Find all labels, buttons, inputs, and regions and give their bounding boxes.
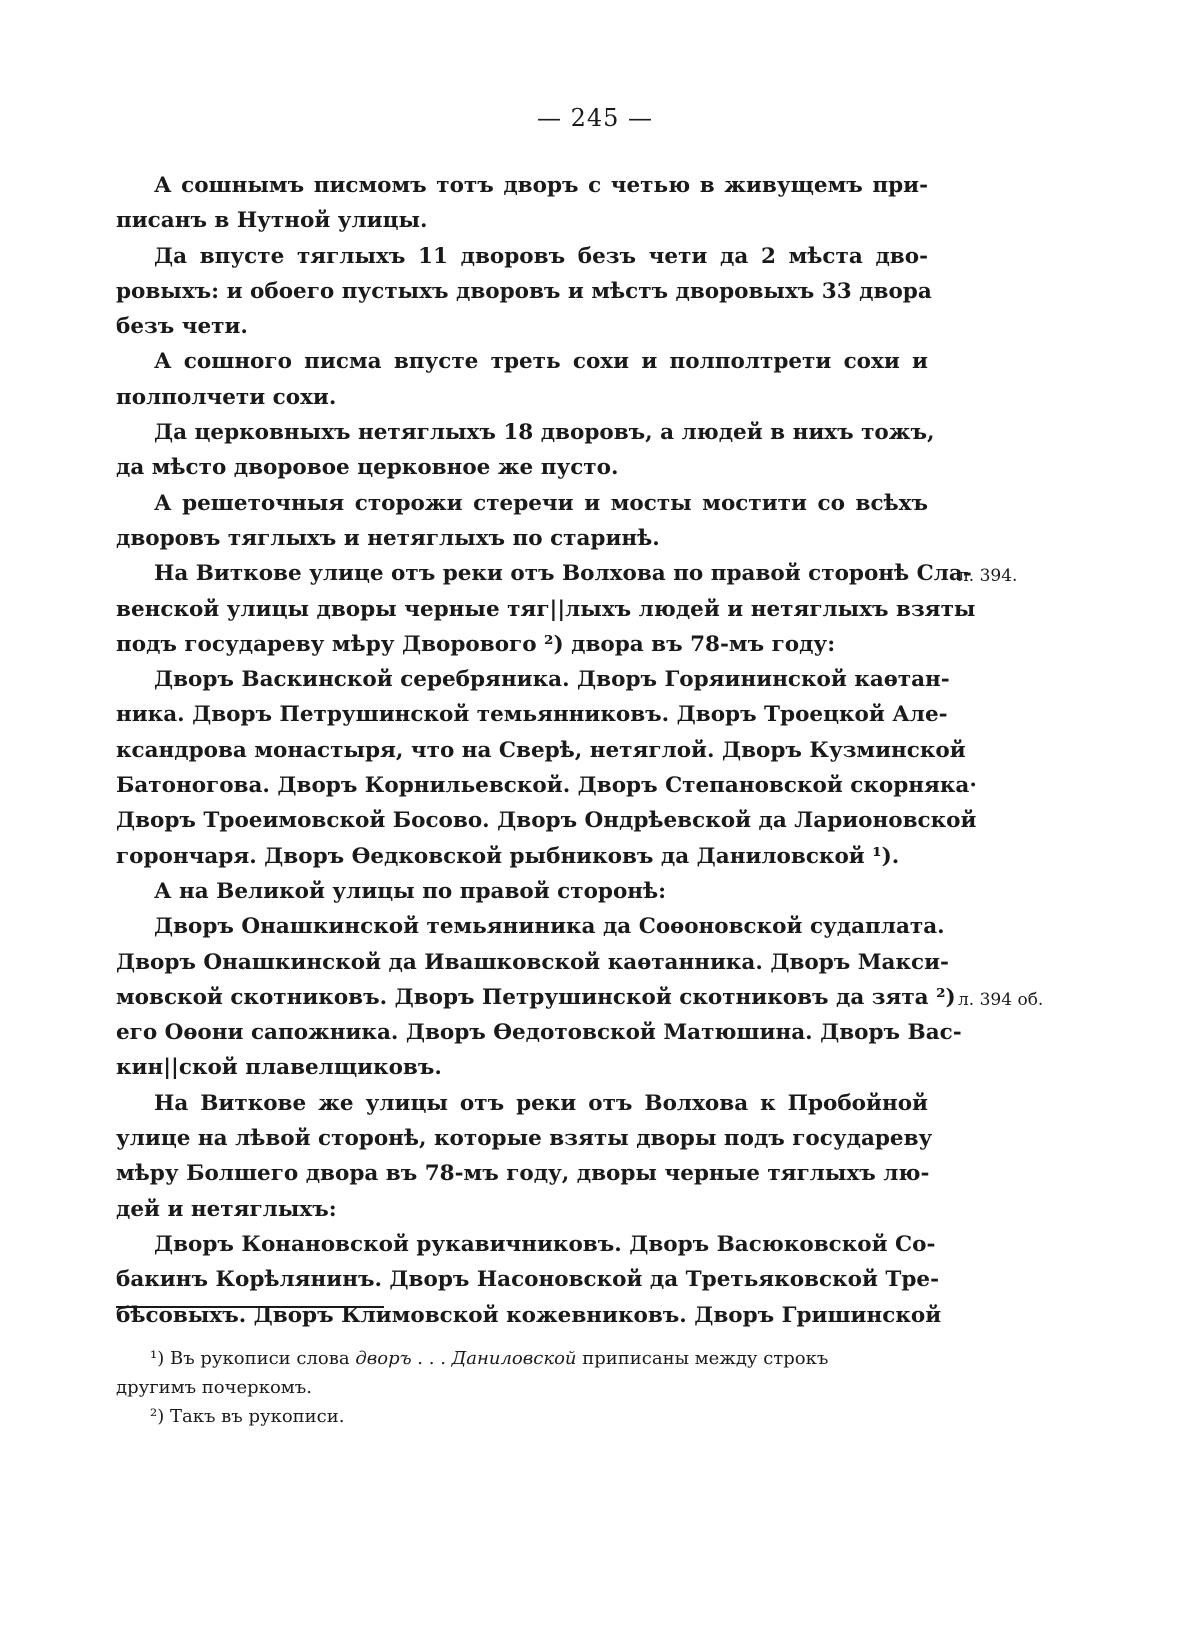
margin-note-folio-394-verso: л. 394 об. [958,990,1044,1010]
text-line: Батоногова. Дворъ Корнильевской. Дворъ Степановской скорняка· [116,773,977,799]
text-line: кин||ской плавелщиковъ. [116,1055,442,1081]
text-line: ксандрова монастыря, что на Сверѣ, нетяглой. Дворъ Кузминской [116,737,966,763]
footnotes [116,1344,928,1431]
text-line: На Витковe улице отъ реки отъ Волхова по правой сторонѣ Сла- [154,561,972,587]
text-line: писанъ в Нутной улицы. [116,208,428,234]
footnote-1-marker: ¹) [150,1348,165,1369]
text-line: А на Великой улицы по правой сторонѣ: [154,878,667,904]
text-line: ровыхъ: и обоего пустыхъ дворовъ и мѣстъ дворовыхъ 33 двора [116,278,932,304]
text-line: Дворъ Онашкинской темьяниника да Соѳоновской судаплата. [154,914,945,940]
main-text [116,168,977,1333]
text-line: подъ государеву мѣру Дворового ²) двора въ 78-мъ году: [116,631,836,657]
footnote-1 [116,1344,928,1373]
text-line: Да впусте тяглыхъ 11 дворовъ безъ чети да 2 мѣста дво- [154,243,928,269]
text-line: мовской скотниковъ. Дворъ Петрушинской скотниковъ да зята ²) [116,984,956,1010]
text-line: А сошного писма впусте треть сохи и полполтрети сохи и [154,349,928,375]
text-line: венской улицы дворы черные тяг||лыхъ людей и нетяглыхъ взяты [116,596,976,622]
text-line: На Витковe же улицы отъ реки отъ Волхова к Пробойной [154,1090,928,1116]
text-line: А решеточныя сторожи стеречи и мосты мостити со всѣхъ [154,490,928,516]
page-number: — 245 — [536,104,654,132]
footnote-2 [116,1402,928,1431]
text-line: Дворъ Конановской рукавичниковъ. Дворъ Васюковской Со- [154,1231,936,1257]
text-line: Дворъ Онашкинской да Ивашковской каѳтанника. Дворъ Макси- [116,949,949,975]
text-line: мѣру Болшего двора въ 78-мъ году, дворы черные тяглыхъ лю- [116,1161,930,1187]
text-line: бѣсовыхъ. Дворъ Климовской кожевниковъ. Дворъ Гришинской [116,1302,942,1328]
footnote-1-text-b: приписаны между строкъ [582,1348,829,1369]
text-line: полполчети сохи. [116,384,337,410]
text-line: улице на лѣвой сторонѣ, которые взяты дворы подъ государеву [116,1126,933,1152]
text-line: да мѣсто дворовое церковное же пусто. [116,455,619,481]
footnote-separator [116,1306,384,1308]
text-line: Да церковныхъ нетяглыхъ 18 дворовъ, а людей в нихъ тожъ, [154,420,935,446]
footnote-1-italic-1: дворъ . . . [355,1348,446,1369]
text-line: его Оѳони сапожника. Дворъ Ѳедотовской Матюшина. Дворъ Вас- [116,1020,962,1046]
text-line: ника. Дворъ Петрушинской темьянниковъ. Дворъ Троецкой Але- [116,702,948,728]
footnote-1-text-a: Въ рукописи слова [169,1348,350,1369]
footnote-2-text: Такъ въ рукописи. [169,1406,345,1427]
footnote-1-italic-2: Даниловской [451,1348,577,1369]
text-line: Дворъ Троеимовской Босово. Дворъ Ондрѣевской да Ларионовской [116,808,977,834]
text-line: Дворъ Васкинской серебряника. Дворъ Горяининской каѳтан- [154,667,950,693]
footnote-2-marker: ²) [150,1406,165,1427]
text-line: бакинъ Корѣлянинъ. Дворъ Насоновской да Третьяковской Тре- [116,1267,940,1293]
text-line: безъ чети. [116,314,248,340]
text-line: А сошнымъ писмомъ тотъ дворъ с четью в живущемъ при- [154,173,928,198]
text-line: горончаря. Дворъ Ѳедковской рыбниковъ да Даниловской ¹). [116,843,900,869]
footnote-1-line-2: другимъ почеркомъ. [116,1377,312,1398]
text-line: дворовъ тяглыхъ и нетяглыхъ по старинѣ. [116,525,660,551]
margin-note-folio-394: л. 394. [958,566,1018,586]
text-line: дей и нетяглыхъ: [116,1196,337,1222]
